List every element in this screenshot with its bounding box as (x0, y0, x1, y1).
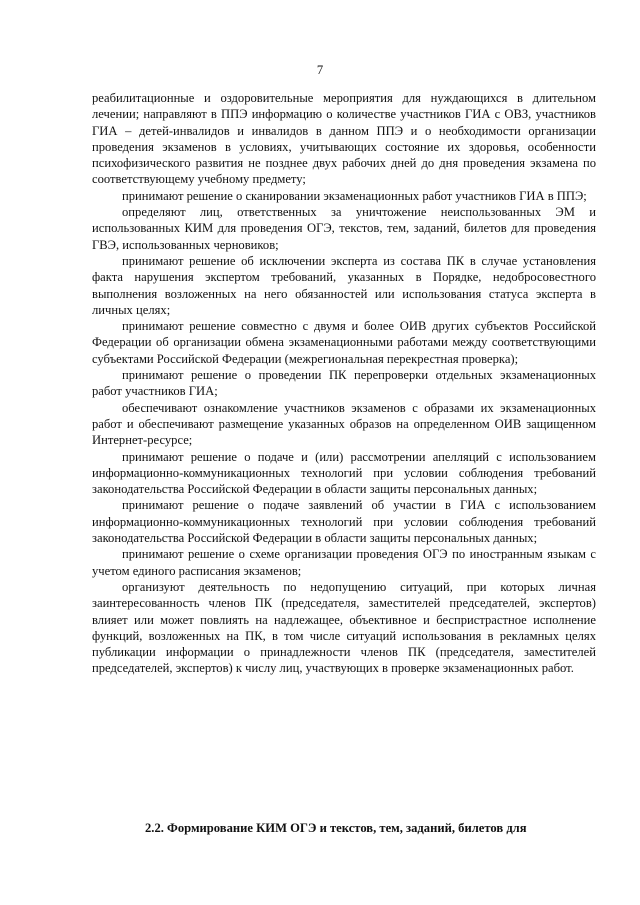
paragraph-destruction: определяют лиц, ответственных за уничтожение неиспользованных ЭМ и использованных КИМ для проведения ОГЭ, текстов, тем, заданий, билетов для проведения ГВЭ, использованных черновиков; (92, 205, 596, 252)
paragraph-expert-exclusion: принимают решение об исключении эксперта из состава ПК в случае установления факта нарушения экспертом требований, указанных в Порядке, недобросовестного выполнения возложенных на него обязанностей или использования статуса эксперта в личных целях; (92, 253, 596, 317)
paragraph-applications: принимают решение о подаче заявлений об участии в ГИА с использованием информационно-коммуникационных технологий при условии соблюдения требований законодательства Российской Федерации в области защиты персональных данных; (92, 498, 596, 546)
paragraph-interregional-check: принимают решение совместно с двумя и более ОИВ других субъектов Российской Федерации об организации обмена экзаменационными работами между соответствующими субъектами Российской Федерации (межрегиональная перекрестная проверка); (92, 319, 596, 366)
paragraph-conflict-of-interest: организуют деятельность по недопущению ситуаций, при которых личная заинтересованность членов ПК (председателя, заместителей председателей, экспертов) влияет или может повлиять на надлежащее, объективное и беспристрастное исполнение функций, возложенных на ПК, в том числе ситуаций использования в рекламных целях публикации информации о принадлежности членов ПК (председателя, заместителей председателей, экспертов) к числу лиц, участвующих в проверке экзаменационных работ. (92, 579, 596, 676)
paragraph-appeals: принимают решение о подаче и (или) рассмотрении апелляций с использованием информационно-коммуникационных технологий при условии соблюдения требований законодательства Российской Федерации в области защиты персональных данных; (92, 449, 596, 497)
paragraph-foreign-languages: принимают решение о схеме организации проведения ОГЭ по иностранным языкам с учетом единого расписания экзаменов; (92, 547, 596, 578)
paragraph-scanning: принимают решение о сканировании экзаменационных работ участников ГИА в ППЭ; (122, 188, 587, 203)
paragraph-recheck: принимают решение о проведении ПК перепроверки отдельных экзаменационных работ участников ГИА; (92, 368, 596, 399)
page-number: 7 (316, 63, 324, 77)
paragraph-continuation: реабилитационные и оздоровительные мероприятия для нуждающихся в длительном лечении; направляют в ППЭ информацию о количестве участников ГИА с ОВЗ, участников ГИА – детей-инвалидов и инвалидов в данном ППЭ и о необходимости организации проведения экзаменов в условиях, учитывающих состояние их здоровья, особенности психофизического развития не позднее двух рабочих дней до дня проведения экзамена по соответствующему учебному предмету; (92, 91, 596, 187)
body-text (92, 90, 596, 677)
section-heading: 2.2. Формирование КИМ ОГЭ и текстов, тем, заданий, билетов для (145, 821, 527, 835)
paragraph-work-images: обеспечивают ознакомление участников экзаменов с образами их экзаменационных работ и обеспечивают размещение указанных образов на определенном ОИВ защищенном Интернет-ресурсе; (92, 400, 596, 448)
